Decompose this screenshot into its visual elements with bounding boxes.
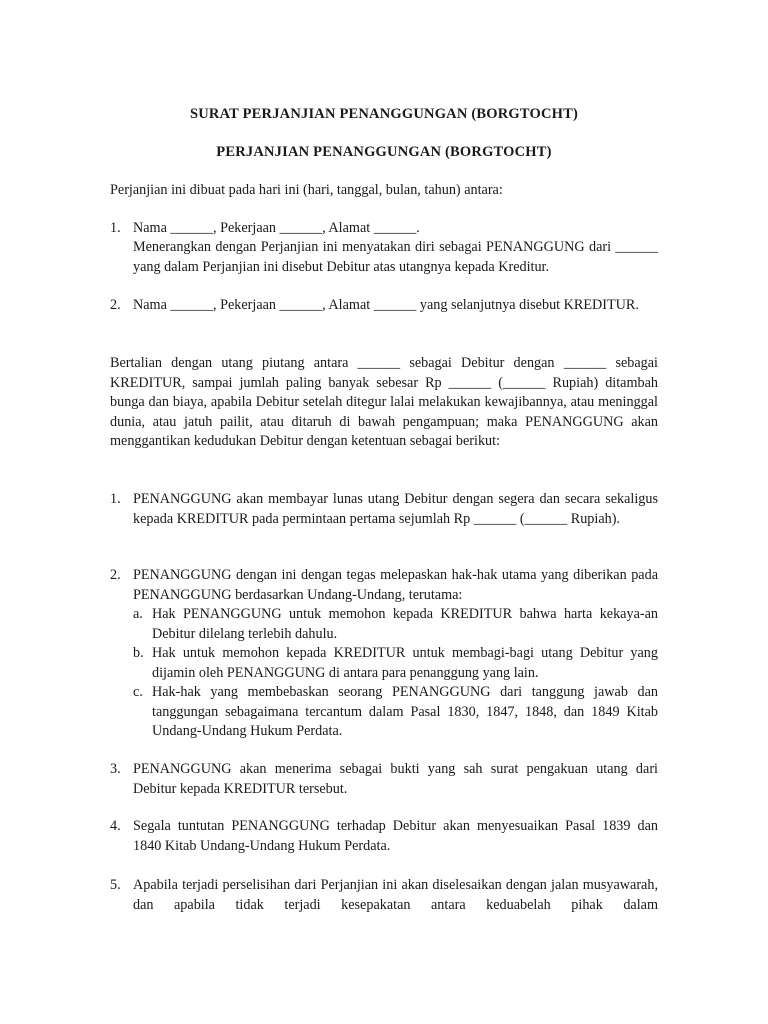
term-5-number: 5. <box>110 877 121 893</box>
term-4-number: 4. <box>110 818 121 834</box>
opening-paragraph: Perjanjian ini dibuat pada hari ini (hari, tanggal, bulan, tahun) antara: <box>110 182 503 198</box>
party-1-statement: Menerangkan dengan Perjanjian ini menyatakan diri sebagai PENANGGUNG dari ______ yang dalam Perjanjian ini disebut Debitur atas utangnya kepada Kreditur. <box>133 239 658 275</box>
term-2-text: PENANGGUNG dengan ini dengan tegas melepaskan hak-hak utama yang diberikan pada PENANGGUNG berdasarkan Undang-Undang, terutama: <box>133 567 658 603</box>
document-subtitle: PERJANJIAN PENANGGUNGAN (BORGTOCHT) <box>216 144 552 160</box>
party-1-number: 1. <box>110 220 121 236</box>
term-2-sub-a-text: Hak PENANGGUNG untuk memohon kepada KREDITUR bahwa harta kekaya-an Debitur dilelang terlebih dahulu. <box>152 606 658 642</box>
recital-paragraph: Bertalian dengan utang piutang antara ______ sebagai Debitur dengan ______ sebagai KREDITUR, sampai jumlah paling banyak sebesar Rp ______ (______ Rupiah) ditambah bunga dan biaya, apabila Debitur setelah ditegur lalai melakukan kewajibannya, atau meninggal dunia, atau jatuh pailit, atau ditaruh di bawah pengampuan; maka PENANGGUNG akan menggantikan kedudukan Debitur dengan ketentuan sebagai berikut: <box>110 355 658 449</box>
term-2-sub-b-text: Hak untuk memohon kepada KREDITUR untuk membagi-bagi utang Debitur yang dijamin oleh PENANGGUNG di antara para penanggung yang lain. <box>152 645 658 681</box>
party-2-number: 2. <box>110 297 121 313</box>
party-1-identity: Nama ______, Pekerjaan ______, Alamat ______. <box>133 220 420 236</box>
party-2-identity: Nama ______, Pekerjaan ______, Alamat ______ yang selanjutnya disebut KREDITUR. <box>133 297 639 313</box>
term-3-number: 3. <box>110 761 121 777</box>
term-2-sub-b-letter: b. <box>133 645 144 661</box>
term-2-sub-c-text: Hak-hak yang membebaskan seorang PENANGGUNG dari tanggung jawab dan tanggungan sebagaimana tercantum dalam Pasal 1830, 1847, 1848, dan 1849 Kitab Undang-Undang Hukum Perdata. <box>152 684 658 739</box>
term-2-sub-c-letter: c. <box>133 684 143 700</box>
document-title: SURAT PERJANJIAN PENANGGUNGAN (BORGTOCHT) <box>189 106 579 122</box>
term-1-number: 1. <box>110 491 121 507</box>
term-2-number: 2. <box>110 567 121 583</box>
term-1-text: PENANGGUNG akan membayar lunas utang Debitur dengan segera dan secara sekaligus kepada KREDITUR pada permintaan pertama sejumlah Rp ______ (______ Rupiah). <box>133 491 658 527</box>
term-3-text: PENANGGUNG akan menerima sebagai bukti yang sah surat pengakuan utang dari Debitur kepada KREDITUR tersebut. <box>133 761 658 797</box>
term-5-text: Apabila terjadi perselisihan dari Perjanjian ini akan diselesaikan dengan jalan musyawarah, dan apabila tidak terjadi kesepakatan antara keduabelah pihak dalam <box>133 877 658 913</box>
term-4-text: Segala tuntutan PENANGGUNG terhadap Debitur akan menyesuaikan Pasal 1839 dan 1840 Kitab Undang-Undang Hukum Perdata. <box>133 818 658 854</box>
term-2-sub-a-letter: a. <box>133 606 143 622</box>
